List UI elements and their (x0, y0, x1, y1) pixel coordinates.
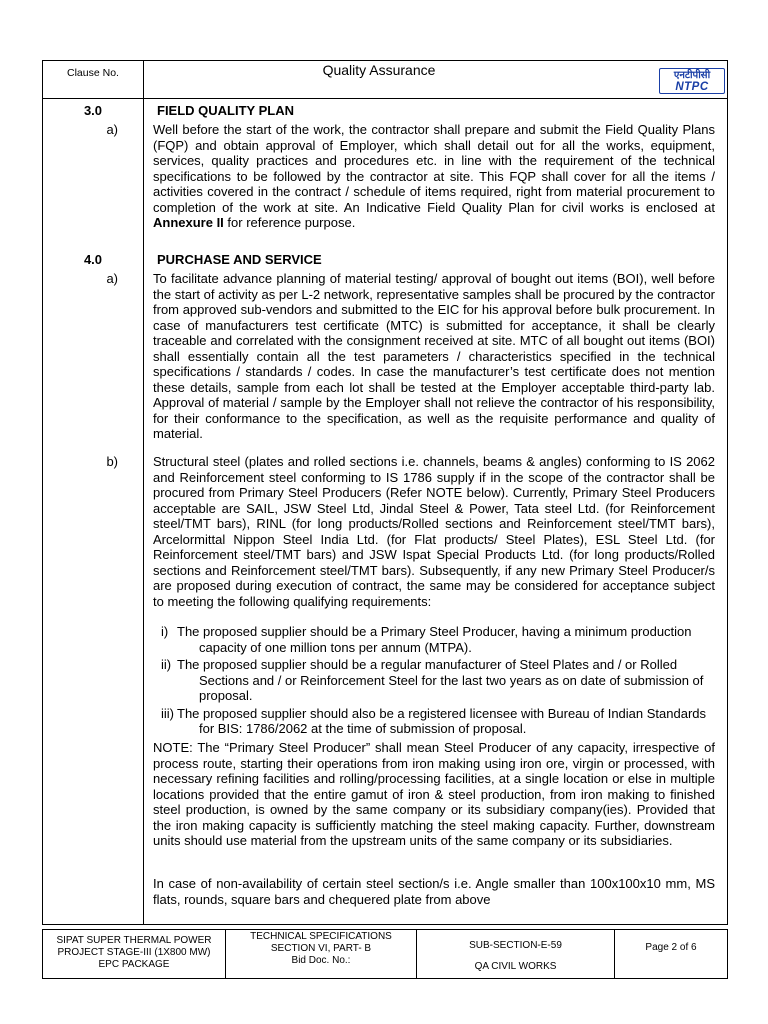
ntpc-logo (659, 68, 725, 94)
footer-subsection: SUB-SECTION-E-59 QA CIVIL WORKS (417, 930, 615, 978)
list-marker: iii) (161, 705, 174, 721)
clause-4b-text: Structural steel (plates and rolled sections i.e. channels, beams & angles) conforming to IS 2062 and Reinforcement steel conforming to IS 1786 supply if in the scope of the contractor shall be procured from Primary Steel Producers (Refer NOTE below). Currently, Primary Steel Producers acceptable are SAIL, JSW Steel Ltd, Jindal Steel & Power, Tata steel Ltd. (for Reinforcement steel/TMT bars), RINL (for long products/Rolled sections and Reinforcement steel/TMT bars), Arcelormittal Nippon Steel India Ltd. (for Flat products/ Steel Plates), ESL Steel Ltd. (for Reinforcement steel/TMT bars) and JSW Ispat Special Products Ltd. (for long products/Rolled sections and Reinforcement steel/TMT bars). Subsequently, if any new Primary Steel Producer/s are proposed during execution of contract, the same may be considered for acceptance subject to meeting the following qualifying requirements: (153, 454, 715, 609)
footer-project: SIPAT SUPER THERMAL POWER PROJECT STAGE-III (1X800 MW) EPC PACKAGE (43, 930, 226, 978)
logo-hindi-text: एनटीपीसी (673, 70, 711, 81)
clause-4-heading: PURCHASE AND SERVICE (157, 252, 322, 267)
list-marker: i) (161, 624, 169, 639)
primary-steel-note: NOTE: The “Primary Steel Producer” shall mean Steel Producer of any capacity, irrespective of process route, starting their operations from iron making using iron ore, virgin or processed, with necessary refining facilities and rolling/processing facilities, at a single location or else in multiple locations provided that the entire gamut of iron & steel production, from iron making to finished steel production, is owned by the same company or its subsidiary company(ies). Provided that the iron making capacity is sufficiently matching the steel making capacity. Further, downstream units should use material from the upstream units of the same company or its subsidiaries. (153, 740, 715, 848)
page-frame (42, 60, 728, 925)
list-item: iii) The proposed supplier should also be a registered licensee with Bureau of Indian Standards for BIS: 1786/2062 at the time of submission of proposal. (161, 705, 707, 736)
logo-text: NTPC (675, 81, 709, 93)
annexure-ref: Annexure II (153, 215, 224, 230)
clause-column-divider (143, 61, 144, 924)
page-footer (42, 929, 728, 979)
clause-3-number: 3.0 (83, 103, 103, 118)
list-item: i) The proposed supplier should be a Primary Steel Producer, having a minimum production capacity of one million tons per annum (MTPA). (161, 624, 692, 655)
clause-4b-continuation: In case of non-availability of certain steel section/s i.e. Angle smaller than 100x100x10 mm, MS flats, rounds, square bars and chequered plate from above (153, 876, 715, 907)
footer-spec: TECHNICAL SPECIFICATIONS SECTION VI, PART- B Bid Doc. No.: (226, 930, 417, 978)
list-item: ii) The proposed supplier should be a regular manufacturer of Steel Plates and / or Rolled Sections and / or Reinforcement Steel for the last two years as on date of submission of proposal. (161, 657, 704, 703)
clause-3-heading: FIELD QUALITY PLAN (157, 103, 294, 118)
clause-4-number: 4.0 (83, 252, 103, 267)
qualifying-requirements-list (153, 624, 715, 739)
clause-4a-label: a) (106, 271, 118, 286)
clause-no-label: Clause No. (67, 67, 119, 79)
header-divider (43, 98, 727, 99)
list-marker: ii) (161, 657, 172, 672)
clause-3a-text: Well before the start of the work, the contractor shall prepare and submit the Field Quality Plans (FQP) and obtain approval of Employer, which shall detail out for all the works, equipment, services, quality practices and procedures etc. in line with the requirement of the technical specifications to be followed by the contractor at site. This FQP shall cover for all the items / activities covered in the contract / schedule of items required, right from material procurement to completion of the work at site. An Indicative Field Quality Plan for civil works is enclosed at Annexure II for reference purpose. (153, 122, 715, 230)
footer-page-number: Page 2 of 6 (645, 942, 697, 953)
page-title: Quality Assurance (322, 62, 436, 78)
clause-4b-label: b) (106, 454, 118, 469)
clause-4a-text: To facilitate advance planning of material testing/ approval of bought out items (BOI), well before the start of activity as per L-2 network, representative samples shall be procured by the contractor from approved sub-vendors and submitted to the EIC for his approval before bulk procurement. In case of manufacturers test certificate (MTC) is submitted for acceptance, it shall be clearly traceable and correlated with the consignment received at site. MTC of all bought out items (BOI) shall essentially contain all the test parameters / characteristics specified in the technical specifications / standards / codes. In case the manufacturer’s test certificate does not mention these details, sample from each lot shall be tested at the Employer acceptable third-party lab. Approval of material / sample by the Employer shall not relieve the contractor of his responsibility, for their conformance to the specification, as well as the requisite performance and quality of material. (153, 271, 715, 441)
clause-3a-label: a) (106, 122, 118, 137)
